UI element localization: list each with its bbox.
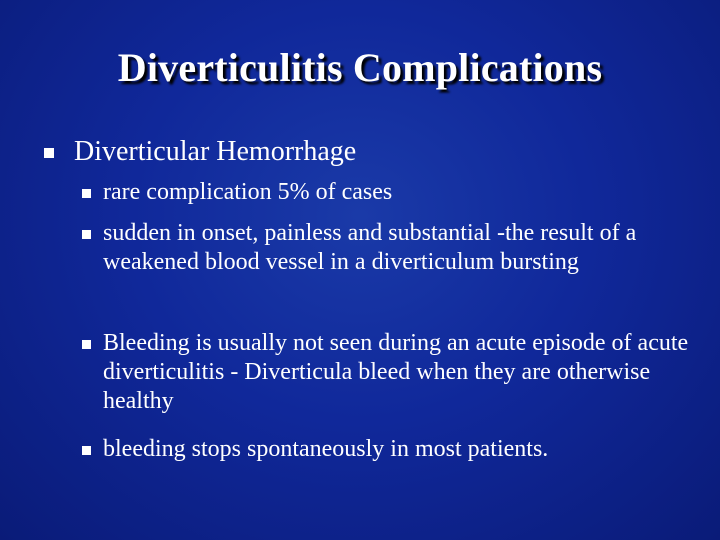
bullet-level1-text: Diverticular Hemorrhage <box>74 136 357 167</box>
sub-bullet-text: bleeding stops spontaneously in most patients. <box>103 436 549 462</box>
sub-bullet-text: Bleeding is usually not seen during an acute episode of acute diverticulitis - Diverticula bleed when they are otherwise healthy <box>103 330 689 414</box>
square-bullet-icon <box>82 189 91 198</box>
sub-bullet-2 <box>82 219 692 277</box>
slide-title: Diverticulitis Complications <box>117 45 603 90</box>
sub-bullet-4 <box>82 435 692 464</box>
sub-bullet-text: rare complication 5% of cases <box>103 179 393 205</box>
sub-bullet-text: sudden in onset, painless and substantial -the result of a weakened blood vessel in a diverticulum bursting <box>103 220 637 275</box>
square-bullet-icon <box>82 446 91 455</box>
square-bullet-icon <box>82 340 91 349</box>
sub-bullet-1 <box>82 178 692 207</box>
sub-bullet-3 <box>82 329 692 416</box>
square-bullet-icon <box>82 230 91 239</box>
square-bullet-icon <box>44 148 54 158</box>
